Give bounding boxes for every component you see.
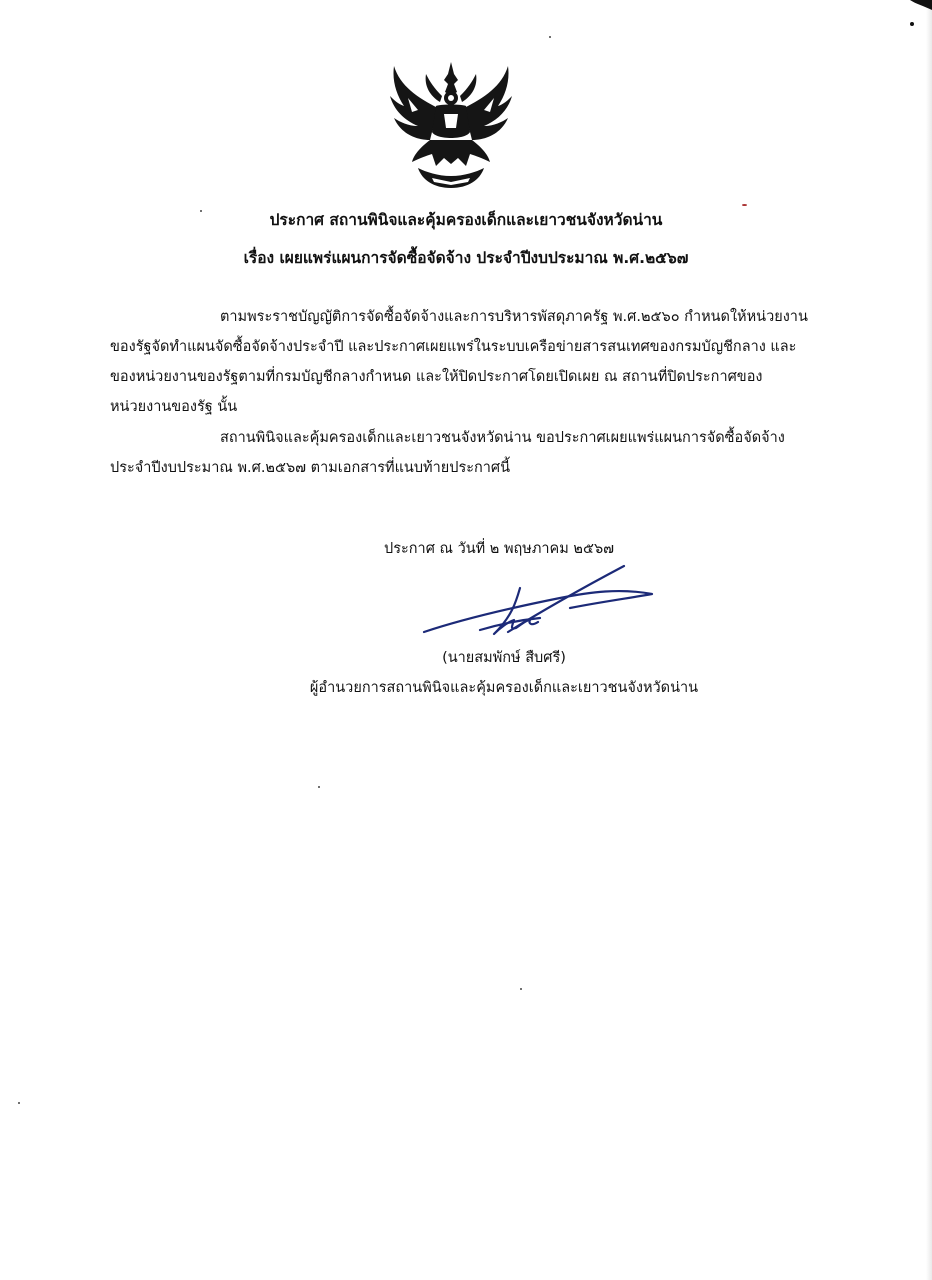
paragraph-1-line-2: ของรัฐจัดทำแผนจัดซื้อจัดจ้างประจำปี และประกาศเผยแพร่ในระบบเครือข่ายสารสนเทศของกรมบัญชีกลาง และ (110, 339, 797, 355)
paragraph-1-line-4: หน่วยงานของรัฐ นั้น (110, 399, 238, 415)
scan-speck (18, 1102, 20, 1104)
signer-name: (นายสมพักษ์ สืบศรี) (442, 650, 566, 666)
paragraph-2-line-1: สถานพินิจและคุ้มครองเด็กและเยาวชนจังหวัดน่าน ขอประกาศเผยแพร่แผนการจัดซื้อจัดจ้าง (220, 430, 785, 446)
paragraph-2-line-2: ประจำปีงบประมาณ พ.ศ.๒๕๖๗ ตามเอกสารที่แนบท้ายประกาศนี้ (110, 460, 511, 476)
document-subject: เรื่อง เผยแพร่แผนการจัดซื้อจัดจ้าง ประจำปีงบประมาณ พ.ศ.๒๕๖๗ (243, 249, 689, 267)
scan-speck (200, 210, 202, 212)
scan-corner-mark (902, 0, 932, 30)
scan-speck (318, 786, 320, 788)
scan-speck (742, 204, 747, 206)
document-heading: ประกาศ สถานพินิจและคุ้มครองเด็กและเยาวชนจังหวัดน่าน (269, 211, 663, 229)
scan-speck (520, 988, 522, 990)
scan-edge-shadow (926, 0, 932, 1280)
signer-position: ผู้อำนวยการสถานพินิจและคุ้มครองเด็กและเยาวชนจังหวัดน่าน (309, 680, 699, 696)
handwritten-signature-icon (420, 558, 660, 644)
scan-speck (549, 36, 551, 38)
announcement-date: ประกาศ ณ วันที่ ๒ พฤษภาคม ๒๕๖๗ (384, 541, 615, 557)
paragraph-1-line-1: ตามพระราชบัญญัติการจัดซื้อจัดจ้างและการบริหารพัสดุภาครัฐ พ.ศ.๒๕๖๐ กำหนดให้หน่วยงาน (220, 309, 808, 325)
garuda-emblem-icon (388, 58, 514, 190)
paragraph-1-line-3: ของหน่วยงานของรัฐตามที่กรมบัญชีกลางกำหนด และให้ปิดประกาศโดยเปิดเผย ณ สถานที่ปิดประกาศของ (110, 369, 763, 385)
